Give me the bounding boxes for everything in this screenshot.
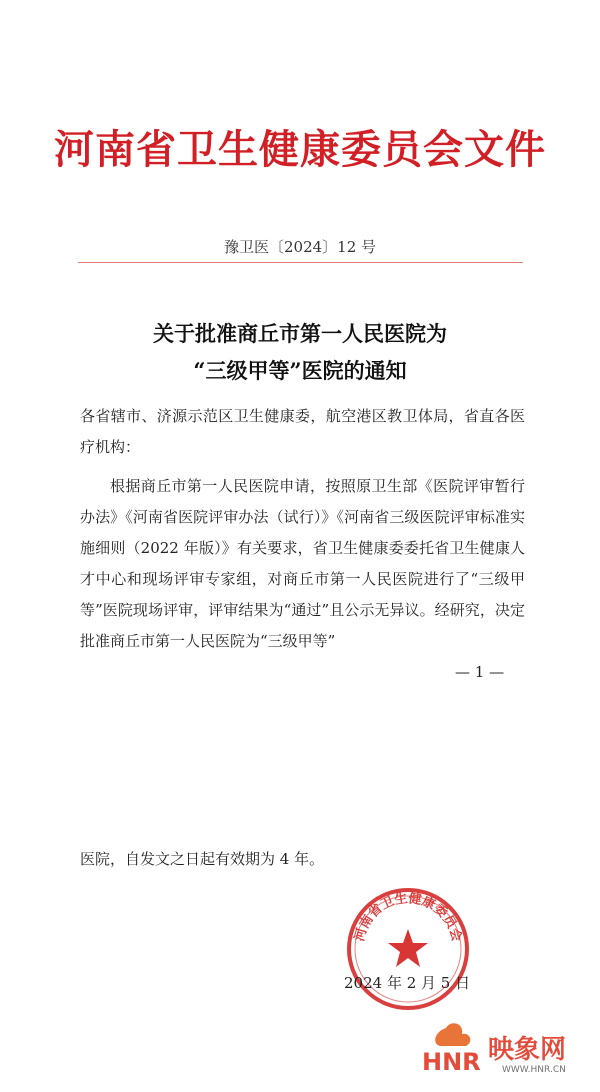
official-seal-icon: [344, 885, 472, 1013]
body-paragraph-2: 医院，自发文之日起有效期为 4 年。: [80, 850, 325, 868]
signature-date: 2024 年 2 月 5 日: [344, 974, 471, 992]
notice-title-line1: 关于批准商丘市第一人民医院为: [153, 321, 447, 346]
document-number: 豫卫医〔2024〕12 号: [223, 238, 377, 256]
svg-text:WWW.HNR.CN: WWW.HNR.CN: [502, 1065, 566, 1075]
notice-title-line2: “三级甲等”医院的通知: [193, 358, 407, 383]
page-number: — 1 —: [455, 663, 505, 681]
seal-text: 河南省卫生健康委员会: [352, 891, 464, 944]
addressee: 各省辖市、济源示范区卫生健康委，航空港区教卫体局，省直各医疗机构：: [80, 407, 525, 456]
body-paragraph-1: 根据商丘市第一人民医院申请，按照原卫生部《医院评审暂行办法》《河南省医院评审办法（试行）》《河南省三级医院评审标准实施细则（2022 年版）》有关要求，省卫生健康委委托省卫生健康人才中心和现场评审专家组，对商丘市第一人民医院进行了“三级甲等”医院现场评审，评审结果为“通过”且公示无异议。经研究，决定批准商丘市第一人民医院为“三级甲等”: [80, 477, 525, 650]
hnr-watermark-logo: [420, 1018, 590, 1076]
red-divider: [78, 262, 523, 263]
document-header: 河南省卫生健康委员会文件: [54, 127, 546, 173]
svg-text:HNR: HNR: [422, 1048, 481, 1076]
svg-text:映象网: 映象网: [488, 1035, 567, 1065]
